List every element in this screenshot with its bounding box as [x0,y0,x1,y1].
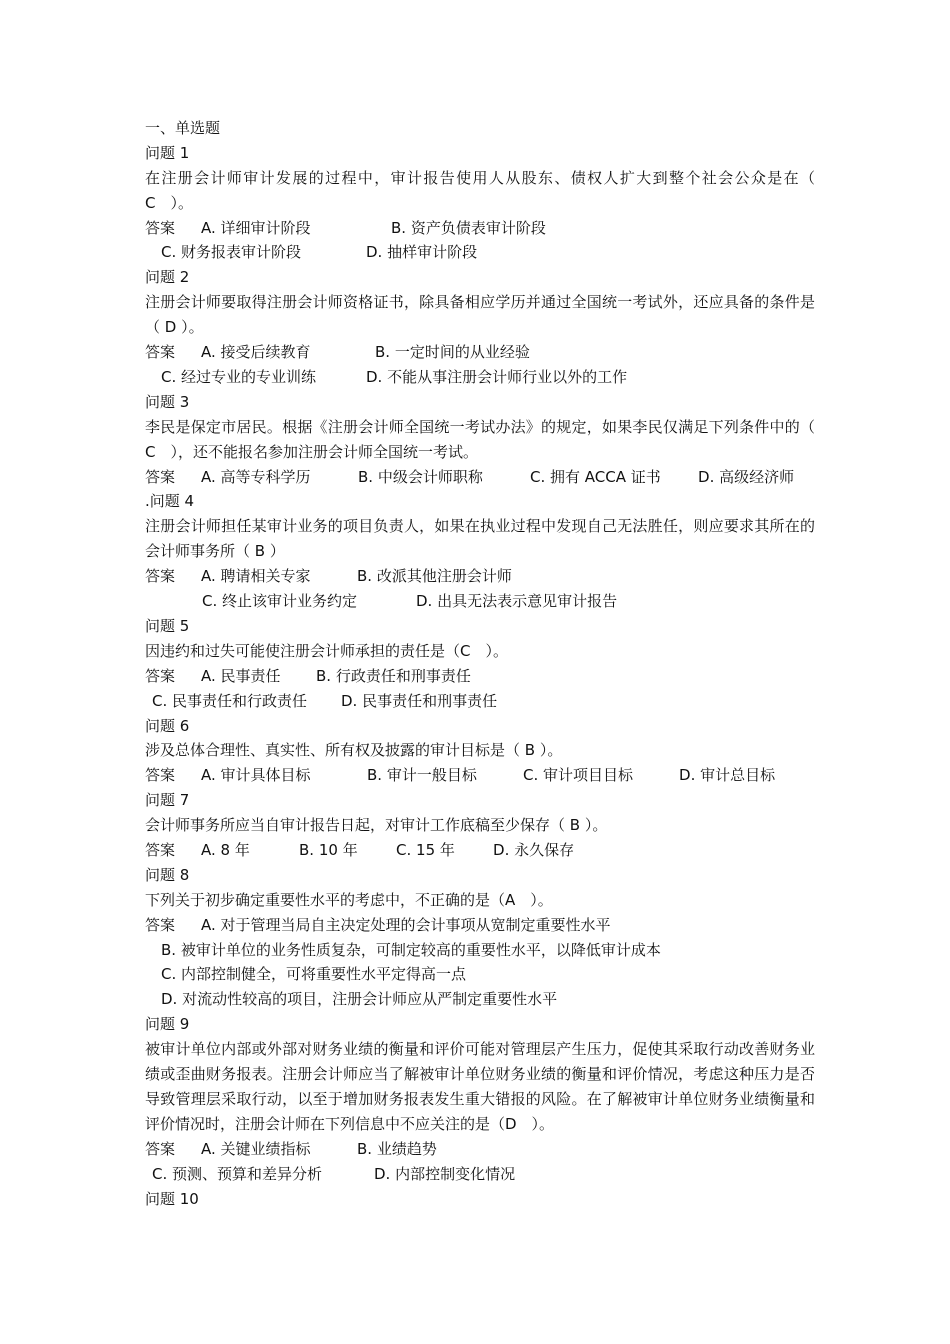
option-b: B. 10 年 [299,841,358,859]
question-block [145,390,831,490]
option-c: C. 内部控制健全，可将重要性水平定得高一点 [161,965,467,984]
answer-label: 答案 [145,343,176,362]
option-a: A. 对于管理当局自主决定处理的会计事项从宽制定重要性水平 [201,915,611,934]
question-block [145,614,815,714]
answer-row [145,938,815,963]
question-text: 会计师事务所应当自审计报告日起，对审计工作底稿至少保存（ B ）。 [145,816,608,835]
option-b: B. 资产负债表审计阶段 [391,218,546,237]
option-a: A. 接受后续教育 [201,343,311,362]
answer-label: 答案 [145,467,176,486]
option-a: A. 关键业绩指标 [201,1139,311,1158]
question-text: 李民是保定市居民。根据《注册会计师全国统一考试办法》的规定，如果李民仅满足下列条件中的（ C ），还不能报名参加注册会计师全国统一考试。 [145,417,831,461]
answer-row [145,987,815,1012]
answer-label: 答案 [145,1139,176,1158]
option-c: C. 拥有 ACCA 证书 [530,467,661,486]
question-label: 问题 9 [145,1015,190,1034]
option-b: B. 改派其他注册会计师 [357,567,512,586]
option-a: A. 8 年 [201,841,250,859]
option-c: C. 预测、预算和差异分析 [152,1164,323,1183]
question-text: 因违约和过失可能使注册会计师承担的责任是（C ）。 [145,641,508,660]
question-text: 在注册会计师审计发展的过程中，审计报告使用人从股东、债权人扩大到整个社会公众是在（ C ）。 [145,168,831,212]
answer-label: 答案 [145,666,176,685]
answer-row [145,340,815,365]
question-label: 问题 3 [145,392,190,411]
question-label: 问题 2 [145,268,190,287]
option-a: A. 审计具体目标 [201,766,311,785]
option-b: B. 行政责任和刑事责任 [316,666,471,685]
question-block [145,489,815,613]
answer-row [145,763,815,788]
question-label: 问题 5 [145,616,190,635]
answer-row [145,1137,815,1162]
answer-label: 答案 [145,218,176,237]
answer-row [145,838,815,863]
answer-row [145,564,815,589]
question-text: 下列关于初步确定重要性水平的考虑中，不正确的是（A ）。 [145,890,553,909]
answer-row [145,216,815,241]
answer-row [145,589,815,614]
answer-row [145,913,815,938]
question-block [145,788,815,863]
answer-row [145,240,815,265]
option-a: A. 聘请相关专家 [201,567,311,586]
question-block [145,1187,815,1212]
section-title: 一、单选题 [145,119,221,137]
option-d: D. 审计总目标 [679,766,776,785]
option-d: D. 对流动性较高的项目，注册会计师应从严制定重要性水平 [161,990,558,1009]
question-label: .问题 4 [145,492,195,511]
answer-label: 答案 [145,841,176,859]
option-d: D. 内部控制变化情况 [374,1164,516,1183]
option-d: D. 抽样审计阶段 [366,243,478,262]
option-a: A. 详细审计阶段 [201,218,311,237]
question-block [145,714,815,789]
option-a: A. 民事责任 [201,666,281,685]
answer-row [145,365,815,390]
option-d: D. 永久保存 [493,841,575,859]
answer-label: 答案 [145,766,176,785]
question-label: 问题 8 [145,865,190,884]
option-b: B. 一定时间的从业经验 [375,343,530,362]
option-c: C. 15 年 [396,841,455,859]
option-c: C. 经过专业的专业训练 [161,367,317,386]
answer-row [145,664,815,689]
option-c: C. 终止该审计业务约定 [202,592,358,611]
option-c: C. 财务报表审计阶段 [161,243,302,262]
answer-row [145,689,815,714]
answer-row [145,1162,815,1187]
answer-row [145,465,815,490]
question-text: 被审计单位内部或外部对财务业绩的衡量和评价可能对管理层产生压力，促使其采取行动改善财务业绩或歪曲财务报表。注册会计师应当了解被审计单位财务业绩的衡量和评价情况，考虑这种压力是否导致管理层采取行动，以至于增加财务报表发生重大错报的风险。在了解被审计单位财务业绩衡量和评价情况时，注册会计师在下列信息中不应关注的是（D ）。 [145,1040,815,1133]
question-label: 问题 10 [145,1189,199,1208]
question-text: 涉及总体合理性、真实性、所有权及披露的审计目标是（ B ）。 [145,741,563,760]
option-c: C. 民事责任和行政责任 [152,691,308,710]
question-label: 问题 1 [145,143,190,162]
option-a: A. 高等专科学历 [201,467,311,486]
answer-label: 答案 [145,567,176,586]
option-b: B. 被审计单位的业务性质复杂，可制定较高的重要性水平，以降低审计成本 [161,940,661,959]
option-d: D. 不能从事注册会计师行业以外的工作 [366,367,628,386]
option-b: B. 审计一般目标 [367,766,477,785]
option-b: B. 中级会计师职称 [358,467,483,486]
option-b: B. 业绩趋势 [357,1139,437,1158]
option-d: D. 高级经济师 [698,467,795,486]
question-block [145,265,815,389]
question-text: 注册会计师担任某审计业务的项目负责人，如果在执业过程中发现自己无法胜任，则应要求其所在的会计师事务所（ B ） [145,517,815,561]
question-text: 注册会计师要取得注册会计师资格证书，除具备相应学历并通过全国统一考试外，还应具备的条件是（ D ）。 [145,293,815,337]
question-block [145,863,815,1012]
answer-label: 答案 [145,915,176,934]
question-block [145,141,831,265]
option-d: D. 出具无法表示意见审计报告 [416,592,618,611]
option-c: C. 审计项目目标 [523,766,634,785]
answer-row [145,962,815,987]
question-label: 问题 6 [145,716,190,735]
question-label: 问题 7 [145,791,190,810]
question-block [145,1012,815,1186]
document-page [145,116,831,1211]
option-d: D. 民事责任和刑事责任 [341,691,498,710]
